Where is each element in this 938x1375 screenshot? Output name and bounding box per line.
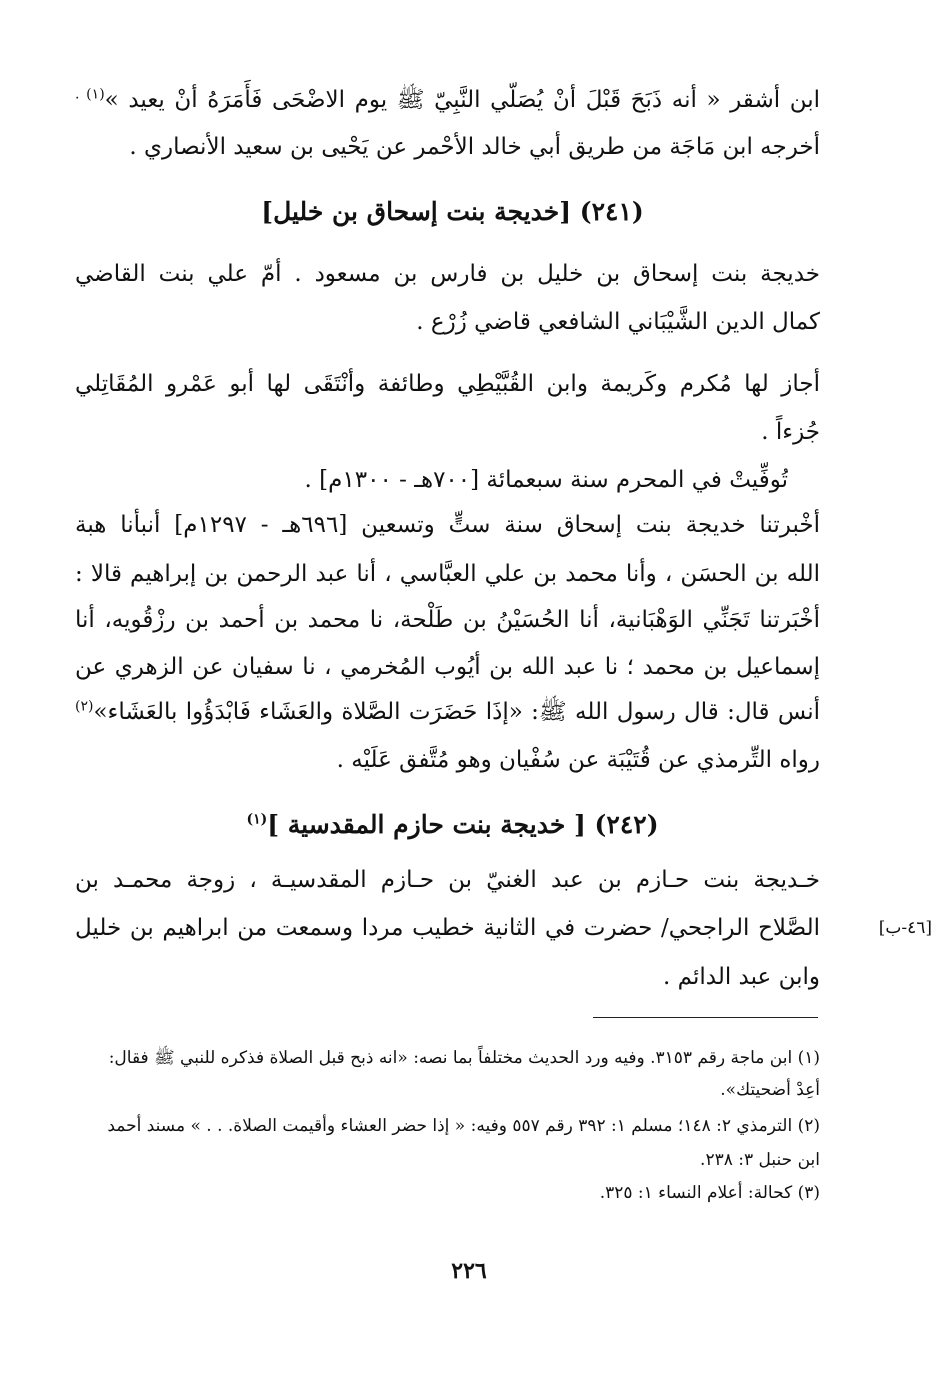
text-line: كمال الدين الشَّيْبَاني الشافعي قاضي زُرْع . — [416, 309, 820, 335]
footnote-ref: (١) . — [75, 86, 105, 103]
text-line: أخْبَرتنا تَجَنِّي الوَهْبَانية، أنا الحُسَيْنُ بن طَلْحة، نا محمد بن أحمد بن رزْقُويه، أنا — [75, 607, 820, 633]
footnote-line: (١) ابن ماجة رقم ٣١٥٣. وفيه ورد الحديث مختلفاً بما نصه: «انه ذبح قبل الصلاة فذكره للنبي ﷺ فقال: — [108, 1048, 820, 1068]
text-line: خديجة بنت إسحاق بن خليل بن فارس بن مسعود . أمّ علي بنت القاضي — [75, 261, 820, 287]
manuscript-folio-note: [٤٦-ب] — [878, 918, 932, 938]
text-line: ابن أشقر « أنه ذَبَحَ قَبْلَ أنْ يُصَلّي النَّبِيّ ﷺ يوم الاضْحَى فَأَمَرَهُ أنْ يعيد »$^{(١) .}$ — [75, 86, 820, 113]
footnote-separator — [593, 1017, 818, 1018]
footnote-line: أعِدْ أضحيتك». — [720, 1080, 820, 1100]
text-line: أخْبرتنا خديجة بنت إسحاق سنة ستٍّ وتسعين [٦٩٦هـ - ١٢٩٧م] أنبأنا هبة — [75, 512, 820, 538]
text-line: أخرجه ابن مَاجَة من طريق أبي خالد الأحْمر عن يَحْيى بن سعيد الأنصاري . — [129, 134, 820, 160]
footnote-line: ابن حنبل ٣: ٢٣٨. — [700, 1150, 820, 1170]
text-line: رواه التِّرمذي عن قُتَيْبَة عن سُفْيان وهو مُتَّفق عَلَيْه . — [336, 747, 820, 773]
text-line: إسماعيل بن محمد ؛ نا عبد الله بن أيُوب المُخرمي ، نا سفيان عن الزهري عن — [75, 654, 820, 680]
text-line: خـديجة بنت حـازم بن عبد الغنيّ بن حـازم المقدسيـة ، زوجة محمـد بن — [75, 867, 820, 893]
text-line: جُزءاً . — [761, 419, 820, 445]
page-number: ٢٢٦ — [451, 1258, 487, 1284]
text-line: الصَّلاح الراجحي/ حضرت في الثانية خطيب مردا وسمعت من ابراهيم بن خليل — [75, 915, 820, 941]
footnote-line: (٢) الترمذي ٢: ١٤٨؛ مسلم ١: ٣٩٢ رقم ٥٥٧ وفيه: « إذا حضر العشاء وأقيمت الصلاة. . . » مسند أحمد — [107, 1116, 820, 1136]
text-line: أجاز لها مُكرم وكَريمة وابن القُبَّيْطِي وطائفة وأنْتَقَى لها أبو عَمْرو المُقَاتِلي — [75, 371, 820, 397]
text-line: تُوفِّيتْ في المحرم سنة سبعمائة [٧٠٠هـ - ١٣٠٠م] . — [304, 467, 788, 493]
text-line: وابن عبد الدائم . — [663, 964, 820, 990]
text-line: أنس قال: قال رسول الله ﷺ: «إذَا حَضَرَت الصَّلاة والعَشَاء فَابْدَؤُوا بالعَشَاء»$^{(٢)}$ — [75, 698, 820, 725]
entry-heading-242: (٢٤٢) [ خديجة بنت حازم المقدسية ]$^{(١)}$ — [246, 810, 659, 839]
text-line: الله بن الحسَن ، وأنا محمد بن علي العبَّاسي ، أنا عبد الرحمن بن إبراهيم قالا : — [75, 561, 820, 587]
footnote-ref: (٢) — [75, 698, 94, 715]
footnote-line: (٣) كحالة: أعلام النساء ١: ٣٢٥. — [599, 1183, 820, 1203]
footnote-ref: (١) — [246, 811, 268, 828]
entry-heading-241: (٢٤١) [خديجة بنت إسحاق بن خليل] — [261, 197, 644, 226]
